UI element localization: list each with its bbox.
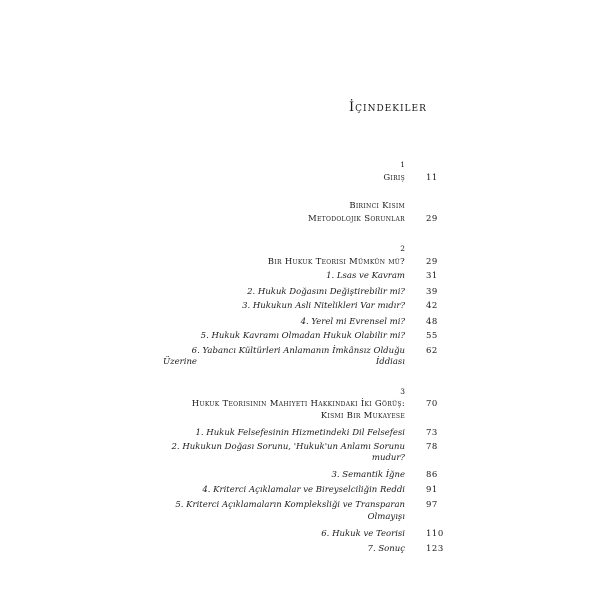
toc-entry-page: 29 <box>426 257 438 267</box>
toc-entry-page: 29 <box>426 214 438 224</box>
toc-entry-page: 110 <box>426 529 444 539</box>
toc-entry-title: 2. Hukuk Doğasını Değiştirebilir mi? <box>247 287 405 297</box>
part-heading: Birinci Kısım <box>349 201 405 211</box>
toc-entry-title: 1. Lsas ve Kavram <box>326 271 405 281</box>
toc-entry-title: Giriş <box>383 173 405 183</box>
chapter-number: 3 <box>400 387 405 396</box>
toc-entry-continuation: Kısmi Bir Mukayese <box>320 411 405 421</box>
toc-entry-page: 42 <box>426 301 438 311</box>
toc-entry-page: 123 <box>426 544 444 554</box>
toc-entry-page: 70 <box>426 399 438 409</box>
toc-entry-page: 86 <box>426 470 438 480</box>
toc-entry-continuation: mudur? <box>371 453 405 463</box>
toc-entry-page: 78 <box>426 442 438 452</box>
chapter-number: 2 <box>400 244 405 253</box>
toc-entry-page: 91 <box>426 485 438 495</box>
toc-entry-title: 6. Hukuk ve Teorisi <box>321 529 405 539</box>
toc-entry-title: 6. Yabancı Kültürleri Anlamanın İmkânsız Olduğu İddiası <box>191 346 405 367</box>
toc-entry-page: 11 <box>426 173 438 183</box>
toc-entry-title: 4. Kriterci Açıklamalar ve Bireyselciliğin Reddi <box>202 485 405 495</box>
toc-entry-page: 62 <box>426 346 438 356</box>
toc-entry-title: 4. Yerel mi Evrensel mi? <box>300 317 405 327</box>
toc-entry-page: 39 <box>426 287 438 297</box>
page-title: İçindekiler <box>349 100 427 115</box>
toc-entry-page: 73 <box>426 428 438 438</box>
toc-entry-page: 48 <box>426 317 438 327</box>
toc-entry-continuation: Üzerine <box>163 357 197 367</box>
toc-entry-page: 97 <box>426 500 438 510</box>
toc-entry-title: 1. Hukuk Felsefesinin Hizmetindeki Dil Felsefesi <box>195 428 405 438</box>
toc-entry-title: 3. Semantik İğne <box>331 470 405 480</box>
toc-entry-title: 2. Hukukun Doğası Sorunu, 'Hukuk'un Anlamı Sorunu <box>171 442 405 452</box>
part-subtitle: Metodolojik Sorunlar <box>308 214 405 224</box>
toc-entry-title: 3. Hukukun Asli Nitelikleri Var mıdır? <box>242 301 405 311</box>
toc-entry-title: 7. Sonuç <box>367 544 405 554</box>
toc-entry-page: 55 <box>426 331 438 341</box>
toc-entry-title: 5. Kriterci Açıklamaların Kompleksliği ve Transparan <box>175 500 405 510</box>
toc-entry-title: Bir Hukuk Teorisi Mümkün mü? <box>267 257 405 267</box>
toc-entry-continuation: Olmayışı <box>367 512 405 522</box>
chapter-number: 1 <box>400 160 405 169</box>
toc-entry-title: Hukuk Teorisinin Mahiyeti Hakkındaki İki Görüş: <box>191 399 405 409</box>
toc-entry-title: 5. Hukuk Kavramı Olmadan Hukuk Olabilir mi? <box>200 331 405 341</box>
toc-entry-page: 31 <box>426 271 438 281</box>
